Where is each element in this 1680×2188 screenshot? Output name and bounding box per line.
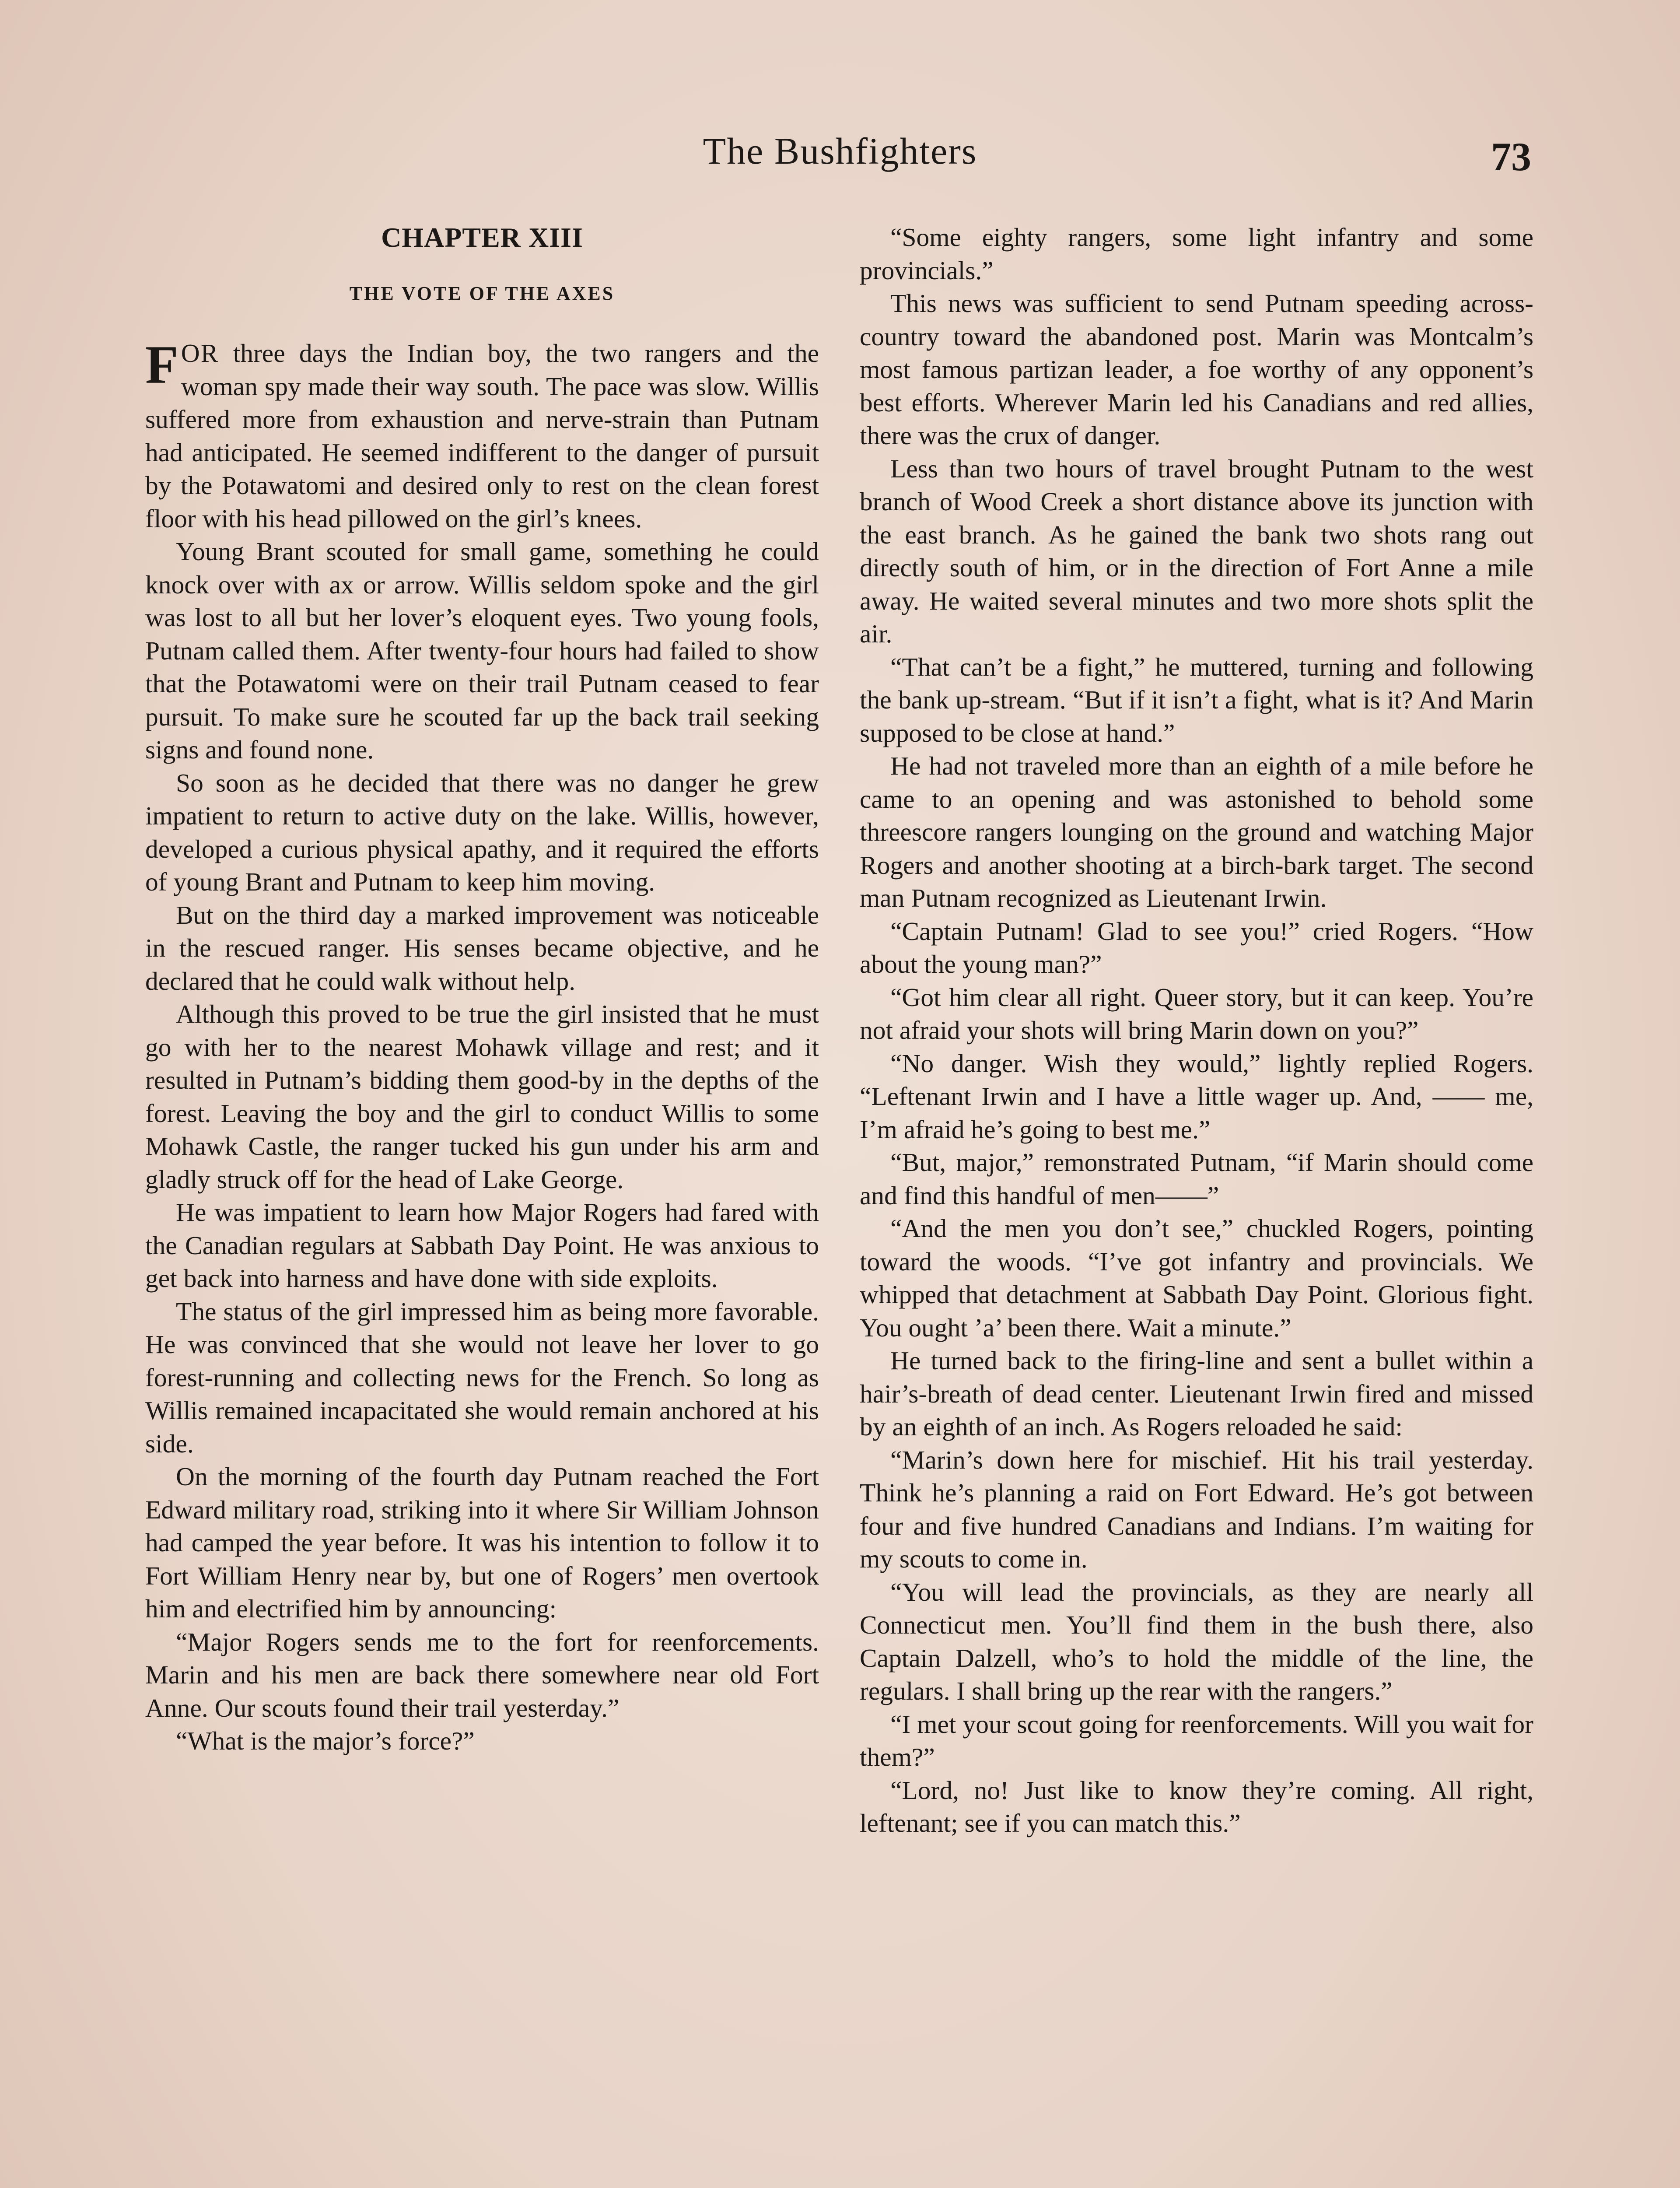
paragraph: But on the third day a marked improvement was noticeable in the rescued ranger. His senses became objective, and he declared that he could walk without help. [145, 900, 819, 996]
opening-paragraph-text: three days the Indian boy, the two rangers and the woman spy made their way south. The pace was slow. Willis suffered more from exhaustion and nerve-strain than Putnam had anticipated. He seemed indifferent to the danger of pursuit by the Potawatomi and desired only to rest on the clean forest floor with his head pillowed on the girl’s knees. [145, 339, 819, 533]
right-column [860, 221, 1533, 1840]
paragraph: “Some eighty rangers, some light infantry and some provincials.” [860, 223, 1533, 285]
paragraph: “Captain Putnam! Glad to see you!” cried Rogers. “How about the young man?” [860, 916, 1533, 978]
paragraph: Less than two hours of travel brought Putnam to the west branch of Wood Creek a short distance above its junction with the east branch. As he gained the bank two shots rang out directly south of him, or in the direction of Fort Anne a mile away. He waited several minutes and two more shots split the air. [860, 454, 1533, 648]
lead-word: OR [181, 339, 219, 368]
paragraph: The status of the girl impressed him as being more favorable. He was convinced that she would not leave her lover to go forest-running and collecting news for the French. So long as Willis remained incapacitated she would remain anchored at his side. [145, 1297, 819, 1458]
paragraph: “What is the major’s force?” [176, 1726, 475, 1755]
paragraph: This news was sufficient to send Putnam speeding across-country toward the abandoned post. Marin was Montcalm’s most famous partizan leader, a foe worthy of any opponent’s best efforts. Wherever Marin led his Canadians and red allies, there was the crux of danger. [860, 289, 1533, 450]
paragraph: “But, major,” remonstrated Putnam, “if Marin should come and find this handful of men——” [860, 1148, 1533, 1210]
paragraph: “Major Rogers sends me to the fort for reenforcements. Marin and his men are back there somewhere near old Fort Anne. Our scouts found their trail yesterday.” [145, 1627, 819, 1722]
paragraph: “No danger. Wish they would,” lightly replied Rogers. “Leftenant Irwin and I have a little wager up. And, —— me, I’m afraid he’s going to best me.” [860, 1048, 1533, 1144]
paragraph: He turned back to the firing-line and sent a bullet within a hair’s-breath of dead center. Lieutenant Irwin fired and missed by an eighth of an inch. As Rogers reloaded he said: [860, 1346, 1533, 1441]
paragraph: “Lord, no! Just like to know they’re coming. All right, leftenant; see if you can match this.” [860, 1775, 1533, 1837]
drop-cap: F [145, 335, 178, 395]
left-column [145, 221, 819, 1758]
paragraph: On the morning of the fourth day Putnam reached the Fort Edward military road, striking into it where Sir William Johnson had camped the year before. It was his intention to follow it to Fort William Henry near by, but one of Rogers’ men overtook him and electrified him by announcing: [145, 1462, 819, 1623]
paragraph: “Got him clear all right. Queer story, but it can keep. You’re not afraid your shots will bring Marin down on you?” [860, 982, 1533, 1045]
chapter-heading: CHAPTER XIII [381, 222, 583, 253]
paragraph: “That can’t be a fight,” he muttered, turning and following the bank up-stream. “But if it isn’t a fight, what is it? And Marin supposed to be close at hand.” [860, 652, 1533, 747]
paragraph: “You will lead the provincials, as they are nearly all Connecticut men. You’ll find them in the bush there, also Captain Dalzell, who’s to hold the middle of the line, the regulars. I shall bring up the rear with the rangers.” [860, 1577, 1533, 1705]
chapter-title: THE VOTE OF THE AXES [349, 282, 615, 304]
paragraph: “And the men you don’t see,” chuckled Rogers, pointing toward the woods. “I’ve got infantry and provincials. We whipped that detachment at Sabbath Day Point. Glorious fight. You ought ’a’ been there. Wait a minute.” [860, 1214, 1533, 1342]
running-header-title: The Bushfighters [703, 130, 977, 172]
paragraph: “Marin’s down here for mischief. Hit his trail yesterday. Think he’s planning a raid on Fort Edward. He’s got between four and five hundred Canadians and Indians. I’m waiting for my scouts to come in. [860, 1445, 1533, 1573]
paragraph: He was impatient to learn how Major Rogers had fared with the Canadian regulars at Sabbath Day Point. He was anxious to get back into harness and have done with side exploits. [145, 1198, 819, 1293]
paragraph: “I met your scout going for reenforcements. Will you wait for them?” [860, 1709, 1533, 1771]
paragraph: So soon as he decided that there was no danger he grew impatient to return to active duty on the lake. Willis, however, developed a curious physical apathy, and it required the efforts of young Brant and Putnam to keep him moving. [145, 768, 819, 896]
paragraph: Although this proved to be true the girl insisted that he must go with her to the nearest Mohawk village and rest; and it resulted in Putnam’s bidding them good-by in the depths of the forest. Leaving the boy and the girl to conduct Willis to some Mohawk Castle, the ranger tucked his gun under his arm and gladly struck off for the head of Lake George. [145, 999, 819, 1194]
paragraph: He had not traveled more than an eighth of a mile before he came to an opening and was astonished to behold some threescore rangers lounging on the ground and watching Major Rogers and another shooting at a birch-bark target. The second man Putnam recognized as Lieutenant Irwin. [860, 751, 1533, 912]
page-number: 73 [1491, 134, 1531, 179]
paragraph: Young Brant scouted for small game, something he could knock over with ax or arrow. Willis seldom spoke and the girl was lost to all but her lover’s eloquent eyes. Two young fools, Putnam called them. After twenty-four hours had failed to show that the Potawatomi were on their trail Putnam ceased to fear pursuit. To make sure he scouted far up the back trail seeking signs and found none. [145, 537, 819, 764]
opening-paragraph [145, 337, 819, 535]
